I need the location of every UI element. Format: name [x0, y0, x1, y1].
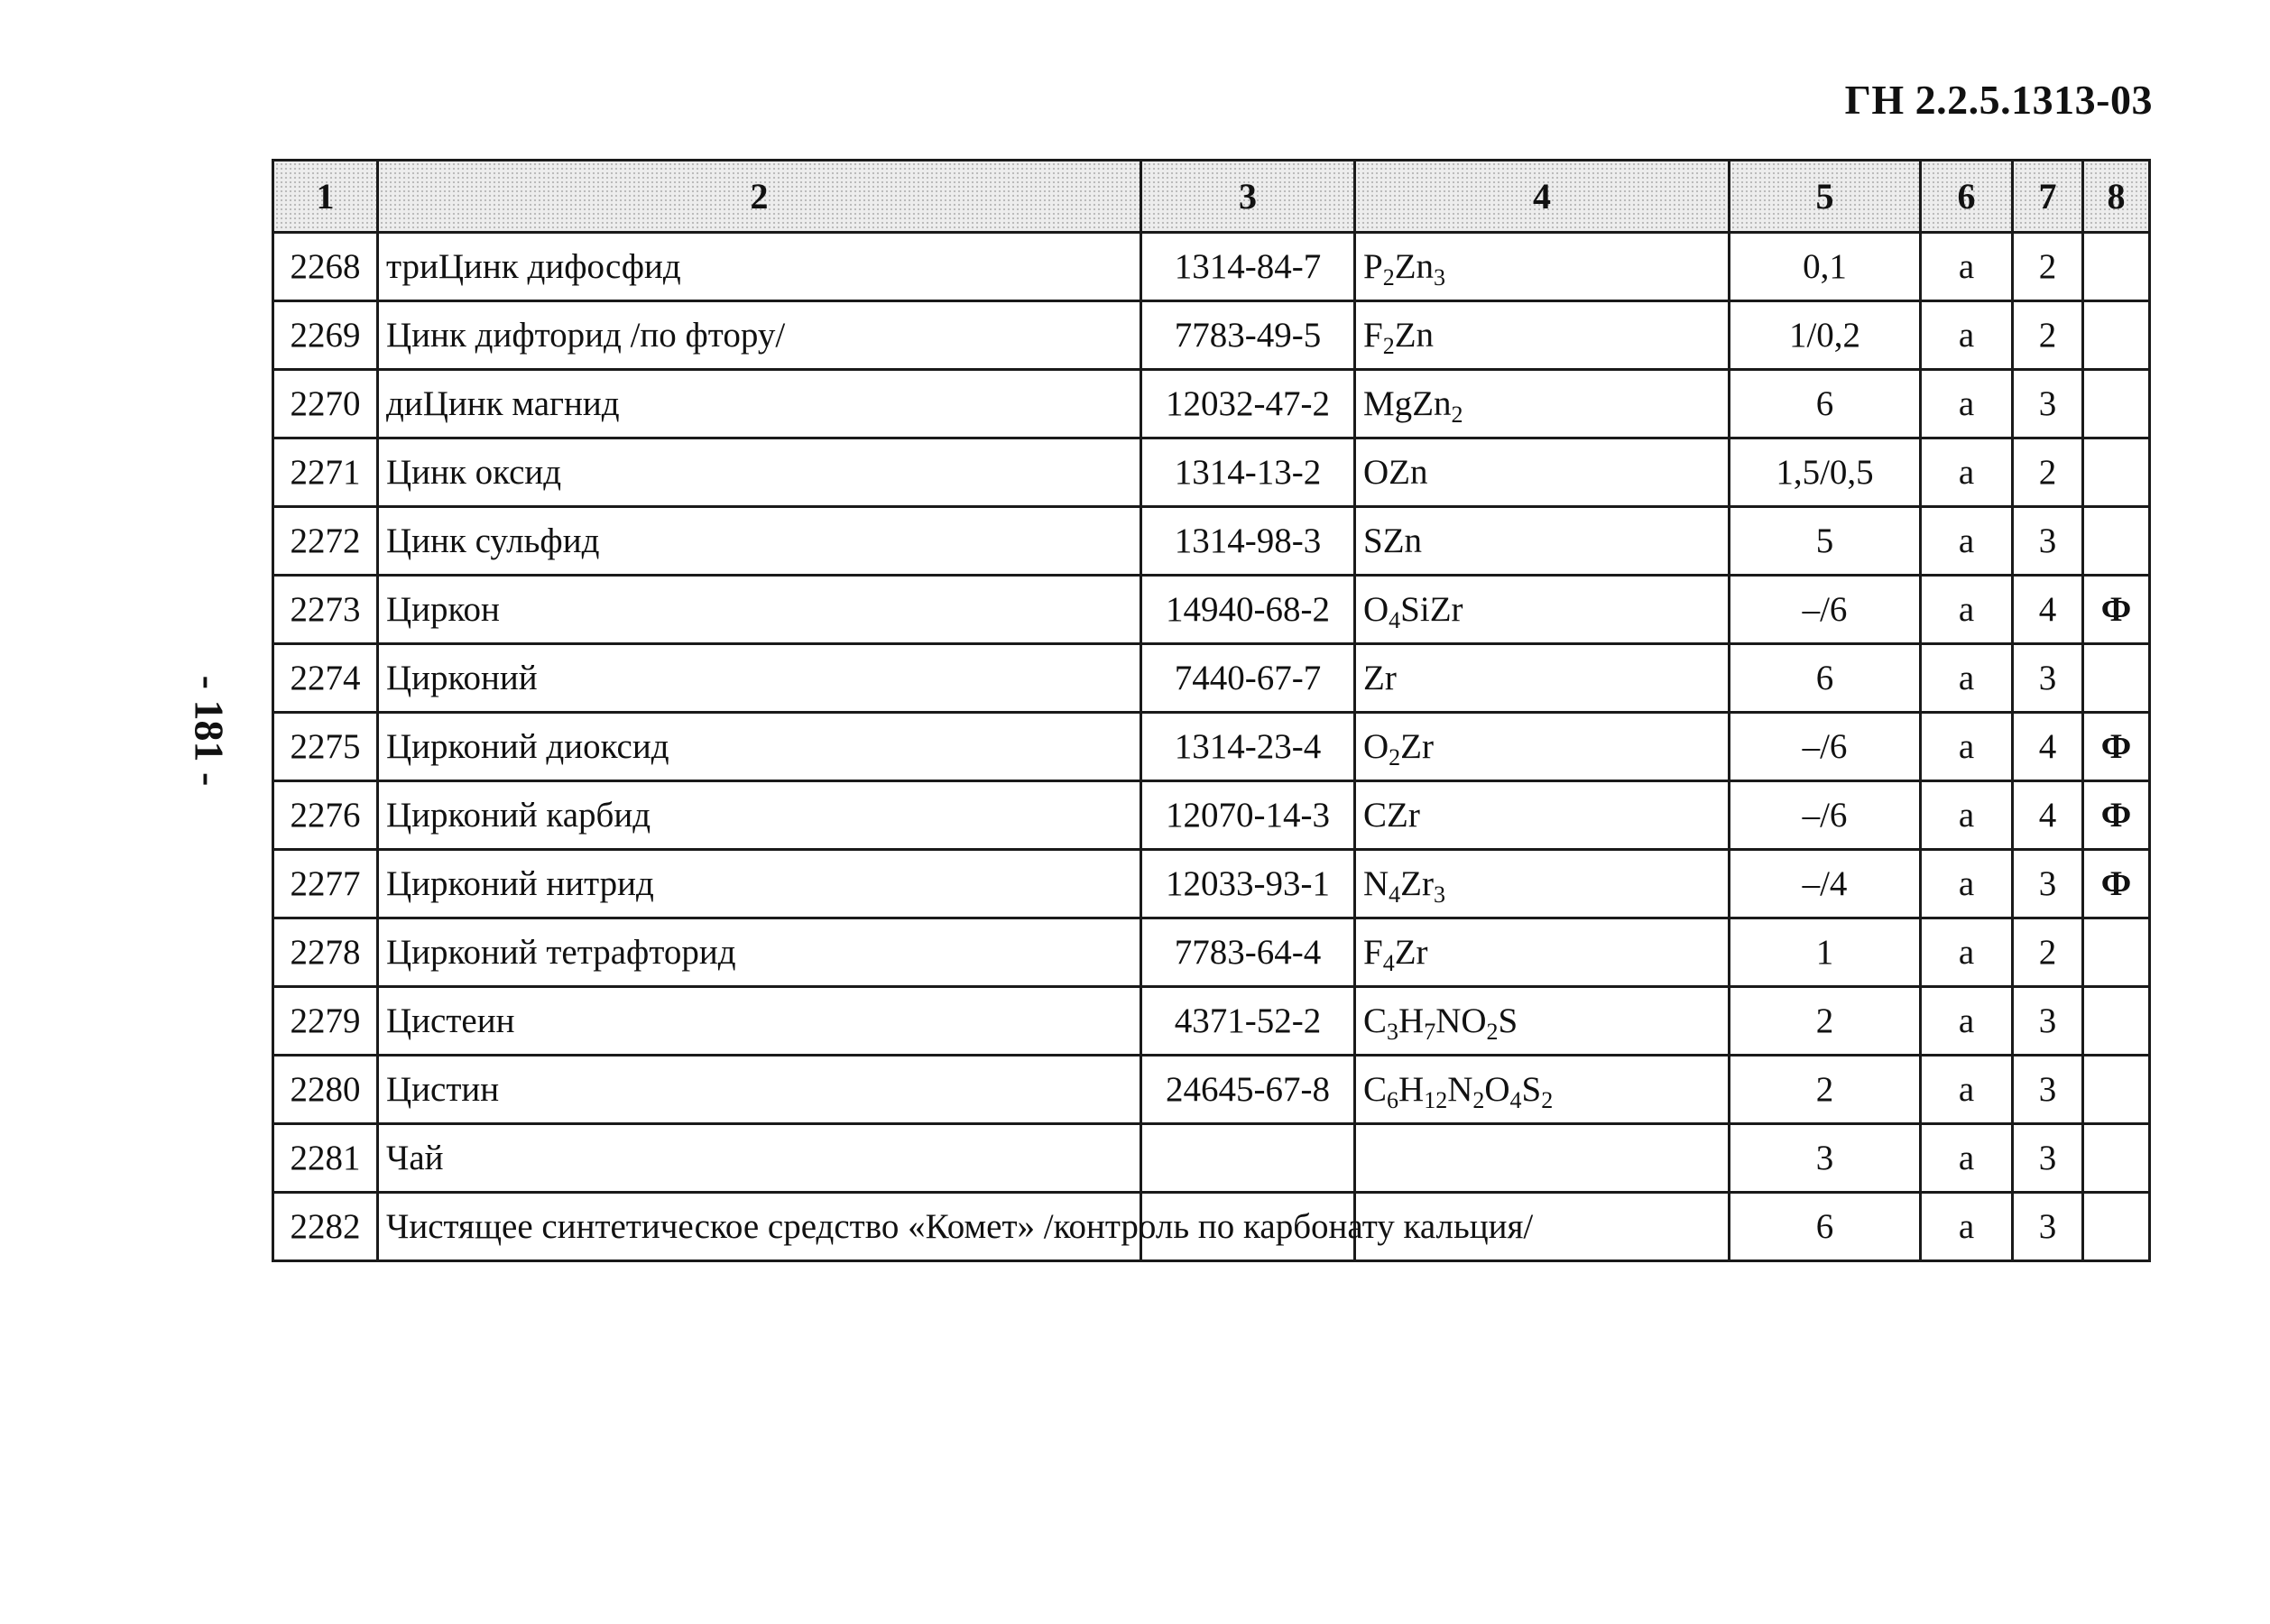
- note-cell: Ф: [2083, 713, 2150, 781]
- formula-element: S: [1498, 1001, 1518, 1040]
- formula-cell: [1355, 781, 1730, 850]
- formula-element: OZn: [1363, 453, 1428, 492]
- hazard-class-cell: 2: [2013, 918, 2083, 987]
- hazard-class-cell: 4: [2013, 713, 2083, 781]
- formula-subscript: 2: [1382, 264, 1395, 291]
- formula-cell: [1355, 233, 1730, 301]
- formula-element: Zn: [1394, 247, 1435, 286]
- formula-cell: [1355, 438, 1730, 507]
- formula-element: F: [1363, 316, 1383, 355]
- row-number-cell: 2276: [273, 781, 378, 850]
- cas-number-cell: 4371-52-2: [1141, 987, 1355, 1056]
- limit-value-cell: 6: [1730, 1193, 1921, 1261]
- cas-number-cell: 1314-84-7: [1141, 233, 1355, 301]
- hazard-class-cell: 4: [2013, 576, 2083, 644]
- formula-element: O: [1363, 590, 1389, 629]
- formula-cell: [1355, 644, 1730, 713]
- substance-name-cell: Цинк сульфид: [378, 507, 1141, 576]
- column-header: 1: [273, 161, 378, 233]
- formula-subscript: 2: [1472, 1087, 1485, 1113]
- note-cell: [2083, 1056, 2150, 1124]
- row-number-cell: 2280: [273, 1056, 378, 1124]
- table-row: [273, 850, 2150, 918]
- limit-value-cell: 6: [1730, 370, 1921, 438]
- substance-name-cell: Цинк оксид: [378, 438, 1141, 507]
- aggregate-state-cell: а: [1921, 1056, 2013, 1124]
- aggregate-state-cell: а: [1921, 507, 2013, 576]
- table-row: [273, 987, 2150, 1056]
- aggregate-state-cell: а: [1921, 233, 2013, 301]
- substance-name-cell: Цинк дифторид /по фтору/: [378, 301, 1141, 370]
- aggregate-state-cell: а: [1921, 987, 2013, 1056]
- column-header: 7: [2013, 161, 2083, 233]
- substance-name-cell: Цирконий тетрафторид: [378, 918, 1141, 987]
- table-row: [273, 1124, 2150, 1193]
- row-number-cell: 2270: [273, 370, 378, 438]
- substance-name-cell: Цирконий карбид: [378, 781, 1141, 850]
- aggregate-state-cell: а: [1921, 781, 2013, 850]
- hazard-class-cell: 2: [2013, 438, 2083, 507]
- table-row: [273, 644, 2150, 713]
- table-row: [273, 781, 2150, 850]
- note-cell: [2083, 301, 2150, 370]
- row-number-cell: 2282: [273, 1193, 378, 1261]
- row-number-cell: 2272: [273, 507, 378, 576]
- substance-name-cell: Цистеин: [378, 987, 1141, 1056]
- formula-subscript: 2: [1389, 744, 1401, 770]
- limit-value-cell: 1,5/0,5: [1730, 438, 1921, 507]
- substance-name-cell: Чистящее синтетическое средство «Комет» /контроль по карбонату кальция/: [378, 1193, 1141, 1261]
- table-row: [273, 301, 2150, 370]
- substance-name-cell: Цирконий нитрид: [378, 850, 1141, 918]
- formula-subscript: 7: [1424, 1019, 1436, 1045]
- formula-element: Zr: [1394, 933, 1428, 972]
- cas-number-cell: 12032-47-2: [1141, 370, 1355, 438]
- note-cell: [2083, 644, 2150, 713]
- note-cell: [2083, 507, 2150, 576]
- formula-subscript: 2: [1541, 1087, 1554, 1113]
- column-header: 2: [378, 161, 1141, 233]
- note-cell: [2083, 233, 2150, 301]
- column-header: 5: [1730, 161, 1921, 233]
- formula-element: H: [1398, 1070, 1425, 1109]
- hazard-class-cell: 3: [2013, 507, 2083, 576]
- note-cell: [2083, 918, 2150, 987]
- cas-number-cell: [1141, 1124, 1355, 1193]
- note-cell: [2083, 438, 2150, 507]
- formula-cell: [1355, 576, 1730, 644]
- cas-number-cell: 14940-68-2: [1141, 576, 1355, 644]
- cas-number-cell: 1314-13-2: [1141, 438, 1355, 507]
- note-cell: [2083, 1124, 2150, 1193]
- formula-element: SZn: [1363, 521, 1423, 560]
- formula-element: NO: [1435, 1001, 1487, 1040]
- formula-element: O: [1484, 1070, 1510, 1109]
- hazard-class-cell: 3: [2013, 1056, 2083, 1124]
- cas-number-cell: 1314-98-3: [1141, 507, 1355, 576]
- row-number-cell: 2281: [273, 1124, 378, 1193]
- formula-element: Zn: [1412, 384, 1452, 423]
- formula-element: S: [1521, 1070, 1542, 1109]
- hazard-class-cell: 3: [2013, 850, 2083, 918]
- formula-element: Zr: [1400, 864, 1434, 903]
- hazard-class-cell: 3: [2013, 987, 2083, 1056]
- limit-value-cell: 1: [1730, 918, 1921, 987]
- formula-cell: [1355, 987, 1730, 1056]
- row-number-cell: 2275: [273, 713, 378, 781]
- table-row: [273, 438, 2150, 507]
- formula-cell: [1355, 1056, 1730, 1124]
- column-header: 6: [1921, 161, 2013, 233]
- formula-element: Zr: [1400, 727, 1434, 766]
- table-row: [273, 233, 2150, 301]
- formula-subscript: 2: [1486, 1019, 1499, 1045]
- formula-element: N: [1363, 864, 1389, 903]
- hazard-class-cell: 3: [2013, 644, 2083, 713]
- row-number-cell: 2268: [273, 233, 378, 301]
- note-cell: Ф: [2083, 781, 2150, 850]
- formula-subscript: 4: [1509, 1087, 1522, 1113]
- aggregate-state-cell: а: [1921, 713, 2013, 781]
- row-number-cell: 2269: [273, 301, 378, 370]
- substances-table: [272, 159, 2151, 1262]
- limit-value-cell: –/6: [1730, 576, 1921, 644]
- row-number-cell: 2271: [273, 438, 378, 507]
- substance-name-cell: триЦинк дифосфид: [378, 233, 1141, 301]
- row-number-cell: 2279: [273, 987, 378, 1056]
- hazard-class-cell: 4: [2013, 781, 2083, 850]
- hazard-class-cell: 2: [2013, 233, 2083, 301]
- row-number-cell: 2277: [273, 850, 378, 918]
- formula-cell: [1355, 1124, 1730, 1193]
- table-row: [273, 1056, 2150, 1124]
- limit-value-cell: –/6: [1730, 713, 1921, 781]
- limit-value-cell: 1/0,2: [1730, 301, 1921, 370]
- formula-element: Zr: [1363, 659, 1397, 697]
- note-cell: Ф: [2083, 576, 2150, 644]
- cas-number-cell: 1314-23-4: [1141, 713, 1355, 781]
- formula-cell: [1355, 370, 1730, 438]
- formula-subscript: 4: [1382, 950, 1395, 976]
- hazard-class-cell: 3: [2013, 370, 2083, 438]
- table-row: [273, 1193, 2150, 1261]
- formula-element: CZr: [1363, 796, 1420, 835]
- note-cell: [2083, 1193, 2150, 1261]
- substance-name-cell: Цирконий диоксид: [378, 713, 1141, 781]
- formula-subscript: 2: [1451, 401, 1463, 428]
- note-cell: [2083, 987, 2150, 1056]
- substance-name-cell: Чай: [378, 1124, 1141, 1193]
- formula-element: F: [1363, 933, 1383, 972]
- formula-element: H: [1398, 1001, 1425, 1040]
- substance-name-cell: диЦинк магнид: [378, 370, 1141, 438]
- formula-subscript: 3: [1387, 1019, 1399, 1045]
- formula-cell: [1355, 507, 1730, 576]
- aggregate-state-cell: а: [1921, 576, 2013, 644]
- table-header-row: [273, 161, 2150, 233]
- formula-subscript: 3: [1433, 881, 1445, 908]
- cas-number-cell: 12070-14-3: [1141, 781, 1355, 850]
- aggregate-state-cell: а: [1921, 644, 2013, 713]
- cas-number-cell: 7440-67-7: [1141, 644, 1355, 713]
- substance-name-cell: Циркон: [378, 576, 1141, 644]
- formula-subscript: 6: [1387, 1087, 1399, 1113]
- formula-cell: [1355, 301, 1730, 370]
- cas-number-cell: 24645-67-8: [1141, 1056, 1355, 1124]
- aggregate-state-cell: а: [1921, 301, 2013, 370]
- formula-subscript: 4: [1389, 881, 1401, 908]
- limit-value-cell: 0,1: [1730, 233, 1921, 301]
- formula-element: SiZr: [1400, 590, 1463, 629]
- row-number-cell: 2274: [273, 644, 378, 713]
- column-header: 4: [1355, 161, 1730, 233]
- formula-cell: [1355, 713, 1730, 781]
- table-row: [273, 713, 2150, 781]
- formula-subscript: 2: [1382, 333, 1395, 359]
- limit-value-cell: 2: [1730, 1056, 1921, 1124]
- hazard-class-cell: 3: [2013, 1124, 2083, 1193]
- cas-number-cell: 7783-49-5: [1141, 301, 1355, 370]
- note-cell: Ф: [2083, 850, 2150, 918]
- formula-element: O: [1363, 727, 1389, 766]
- page-number: - 181 -: [186, 675, 233, 787]
- formula-element: Zn: [1394, 316, 1435, 355]
- aggregate-state-cell: а: [1921, 918, 2013, 987]
- aggregate-state-cell: а: [1921, 1193, 2013, 1261]
- formula-element: P: [1363, 247, 1383, 286]
- limit-value-cell: –/6: [1730, 781, 1921, 850]
- formula-cell: [1355, 850, 1730, 918]
- aggregate-state-cell: а: [1921, 370, 2013, 438]
- column-header: 3: [1141, 161, 1355, 233]
- cas-number-cell: 7783-64-4: [1141, 918, 1355, 987]
- note-cell: [2083, 370, 2150, 438]
- limit-value-cell: –/4: [1730, 850, 1921, 918]
- table-row: [273, 370, 2150, 438]
- substance-name-cell: Цирконий: [378, 644, 1141, 713]
- table-row: [273, 507, 2150, 576]
- hazard-class-cell: 2: [2013, 301, 2083, 370]
- formula-element: C: [1363, 1070, 1388, 1109]
- column-header: 8: [2083, 161, 2150, 233]
- formula-subscript: 12: [1424, 1087, 1448, 1113]
- formula-subscript: 4: [1389, 607, 1401, 633]
- hazard-class-cell: 3: [2013, 1193, 2083, 1261]
- table-row: [273, 576, 2150, 644]
- limit-value-cell: 5: [1730, 507, 1921, 576]
- limit-value-cell: 2: [1730, 987, 1921, 1056]
- aggregate-state-cell: а: [1921, 1124, 2013, 1193]
- aggregate-state-cell: а: [1921, 438, 2013, 507]
- table-row: [273, 918, 2150, 987]
- cas-number-cell: 12033-93-1: [1141, 850, 1355, 918]
- formula-element: Mg: [1363, 384, 1413, 423]
- formula-element: C: [1363, 1001, 1388, 1040]
- formula-subscript: 3: [1434, 264, 1446, 291]
- formula-element: N: [1447, 1070, 1473, 1109]
- formula-cell: [1355, 918, 1730, 987]
- document-code: ГН 2.2.5.1313-03: [1844, 77, 2153, 123]
- row-number-cell: 2278: [273, 918, 378, 987]
- limit-value-cell: 3: [1730, 1124, 1921, 1193]
- aggregate-state-cell: а: [1921, 850, 2013, 918]
- limit-value-cell: 6: [1730, 644, 1921, 713]
- substance-name-cell: Цистин: [378, 1056, 1141, 1124]
- row-number-cell: 2273: [273, 576, 378, 644]
